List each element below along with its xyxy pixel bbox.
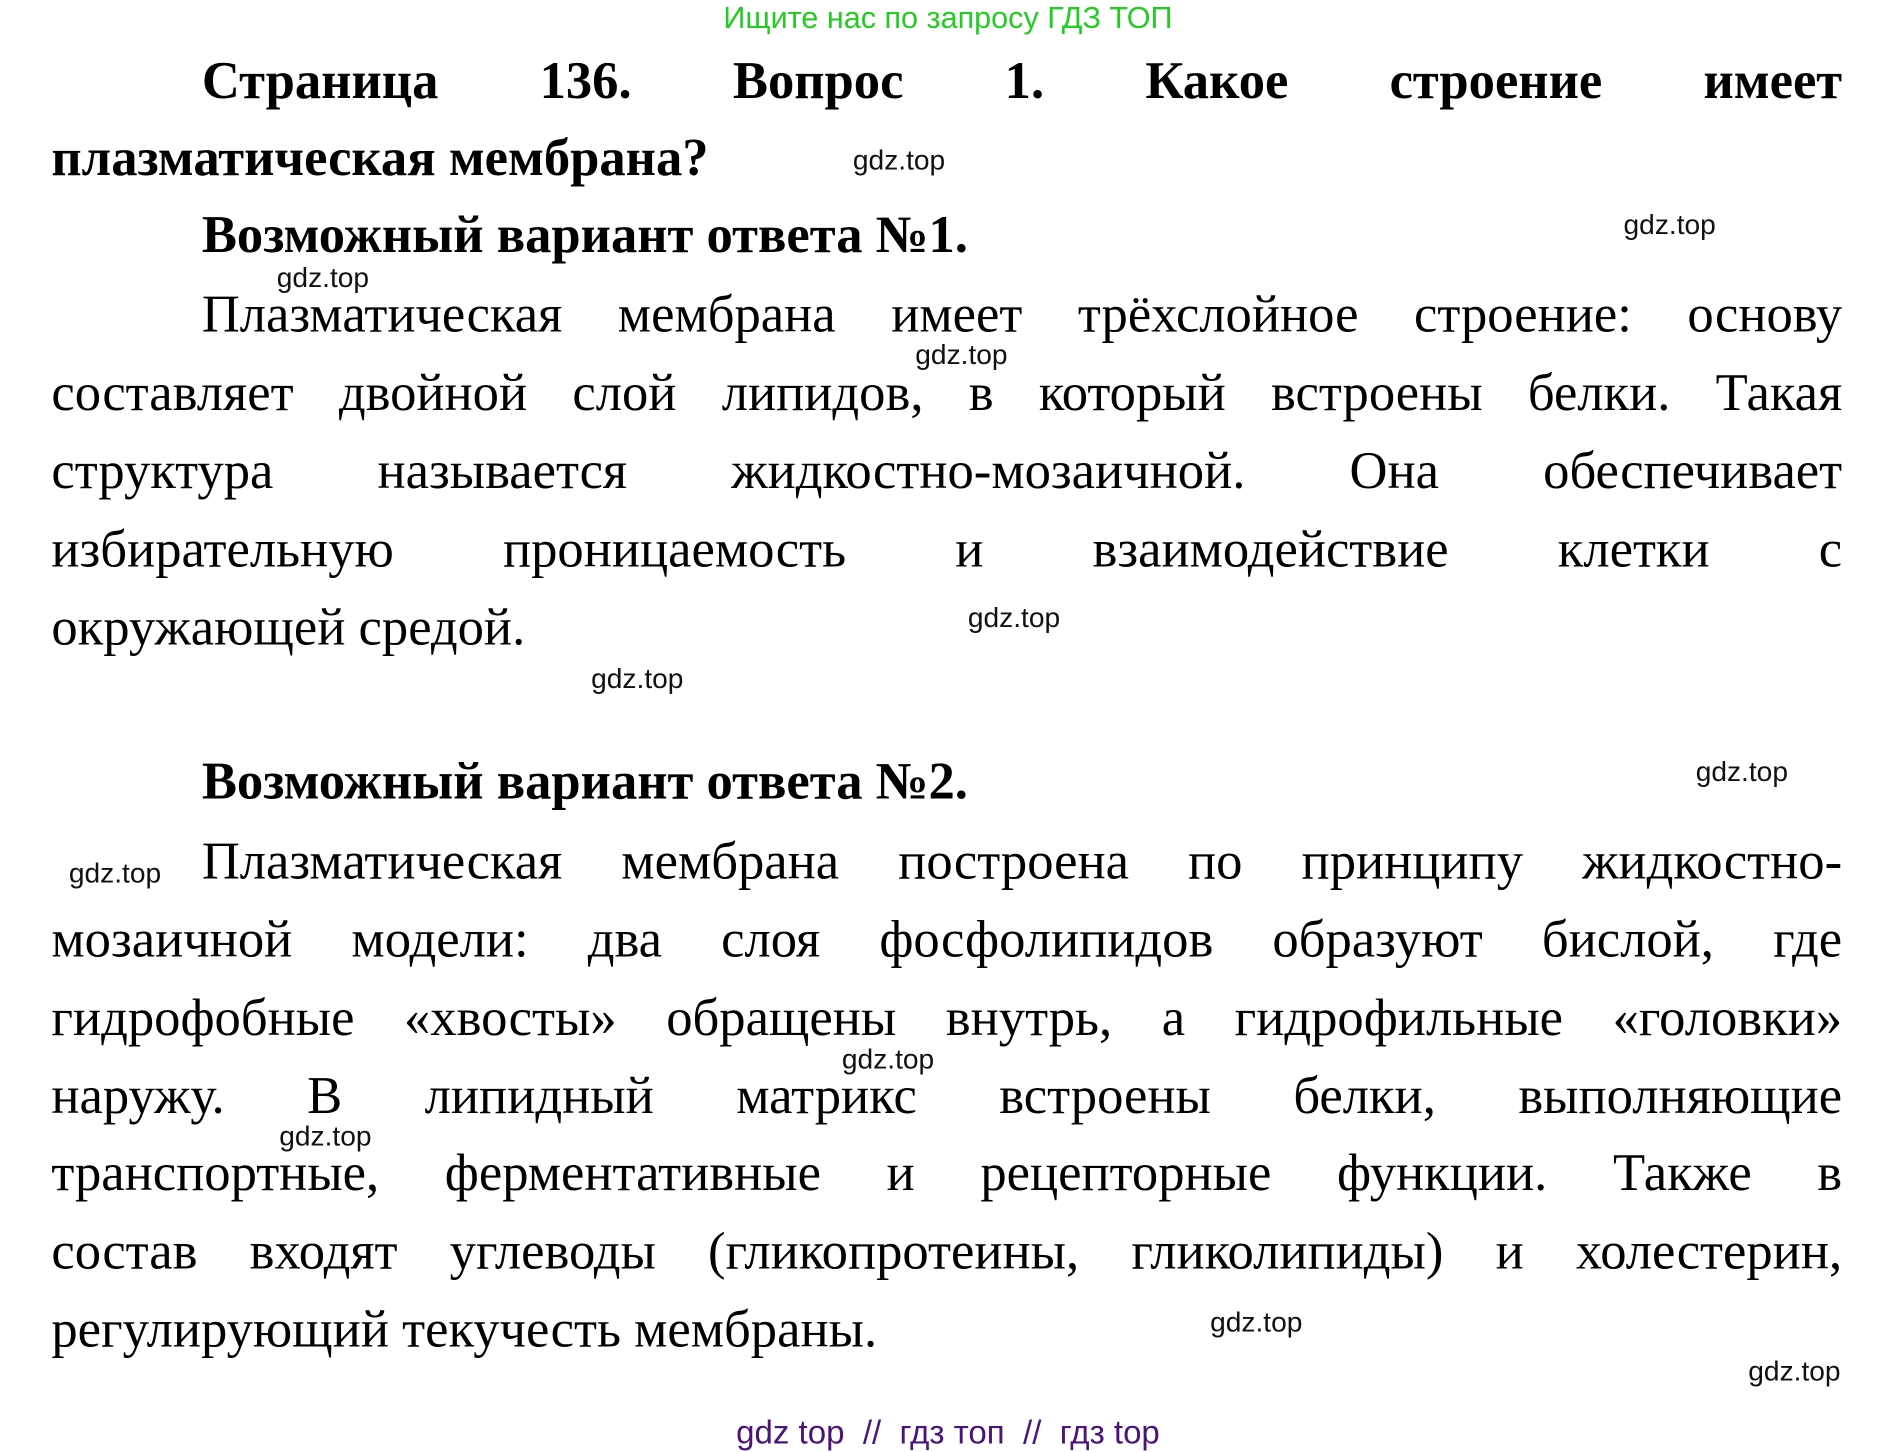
promo-banner[interactable]: Ищите нас по запросу ГДЗ ТОП	[723, 1, 1173, 36]
answer-2-line: транспортные, ферментативные и рецепторные функции. Также в	[51, 1144, 1843, 1203]
watermark: gdz.top	[591, 662, 684, 695]
question-heading-line-1: Страница 136. Вопрос 1. Какое строение имеет	[201, 52, 1843, 111]
watermark: gdz.top	[1695, 755, 1788, 788]
answer-2-line: состав входят углеводы (гликопротеины, гликолипиды) и холестерин,	[51, 1223, 1843, 1281]
answer-2-title: Возможный вариант ответа №2.	[201, 753, 968, 811]
answer-1-line: Плазматическая мембрана имеет трёхслойное строение: основу	[201, 286, 1843, 344]
watermark: gdz.top	[967, 601, 1061, 634]
answer-2-line: Плазматическая мембрана построена по принципу жидкостно-	[201, 832, 1843, 891]
answer-1-line: составляет двойной слой липидов, в который встроены белки. Такая	[51, 364, 1843, 423]
watermark: gdz.top	[1623, 208, 1716, 241]
watermark: gdz.top	[68, 856, 162, 889]
answer-2-line: регулирующий текучесть мембраны.	[51, 1301, 878, 1359]
watermark: gdz.top	[276, 261, 370, 293]
watermark: gdz.top	[1748, 1354, 1841, 1387]
footer-links[interactable]: gdz top // гдз топ // гдз top	[736, 1414, 1160, 1451]
watermark: gdz.top	[915, 338, 1008, 371]
answer-1-line: избирательную проницаемость и взаимодействие клетки с	[51, 521, 1843, 579]
watermark: gdz.top	[841, 1042, 935, 1075]
answer-2-line: мозаичной модели: два слоя фосфолипидов образуют бислой, где	[51, 911, 1843, 969]
watermark: gdz.top	[279, 1119, 372, 1152]
answer-2-line: гидрофобные «хвосты» обращены внутрь, а гидрофильные «головки»	[51, 989, 1843, 1048]
answer-1-line: структура называется жидкостно-мозаичной. Она обеспечивает	[51, 442, 1843, 501]
question-heading-line-2: плазматическая мембрана?	[51, 129, 709, 188]
answer-1-line: окружающей средой.	[51, 599, 526, 657]
answer-2-line: наружу. В липидный матрикс встроены белки, выполняющие	[51, 1067, 1843, 1126]
watermark: gdz.top	[852, 143, 946, 176]
answer-1-title: Возможный вариант ответа №1.	[201, 206, 968, 265]
watermark: gdz.top	[1210, 1305, 1303, 1338]
